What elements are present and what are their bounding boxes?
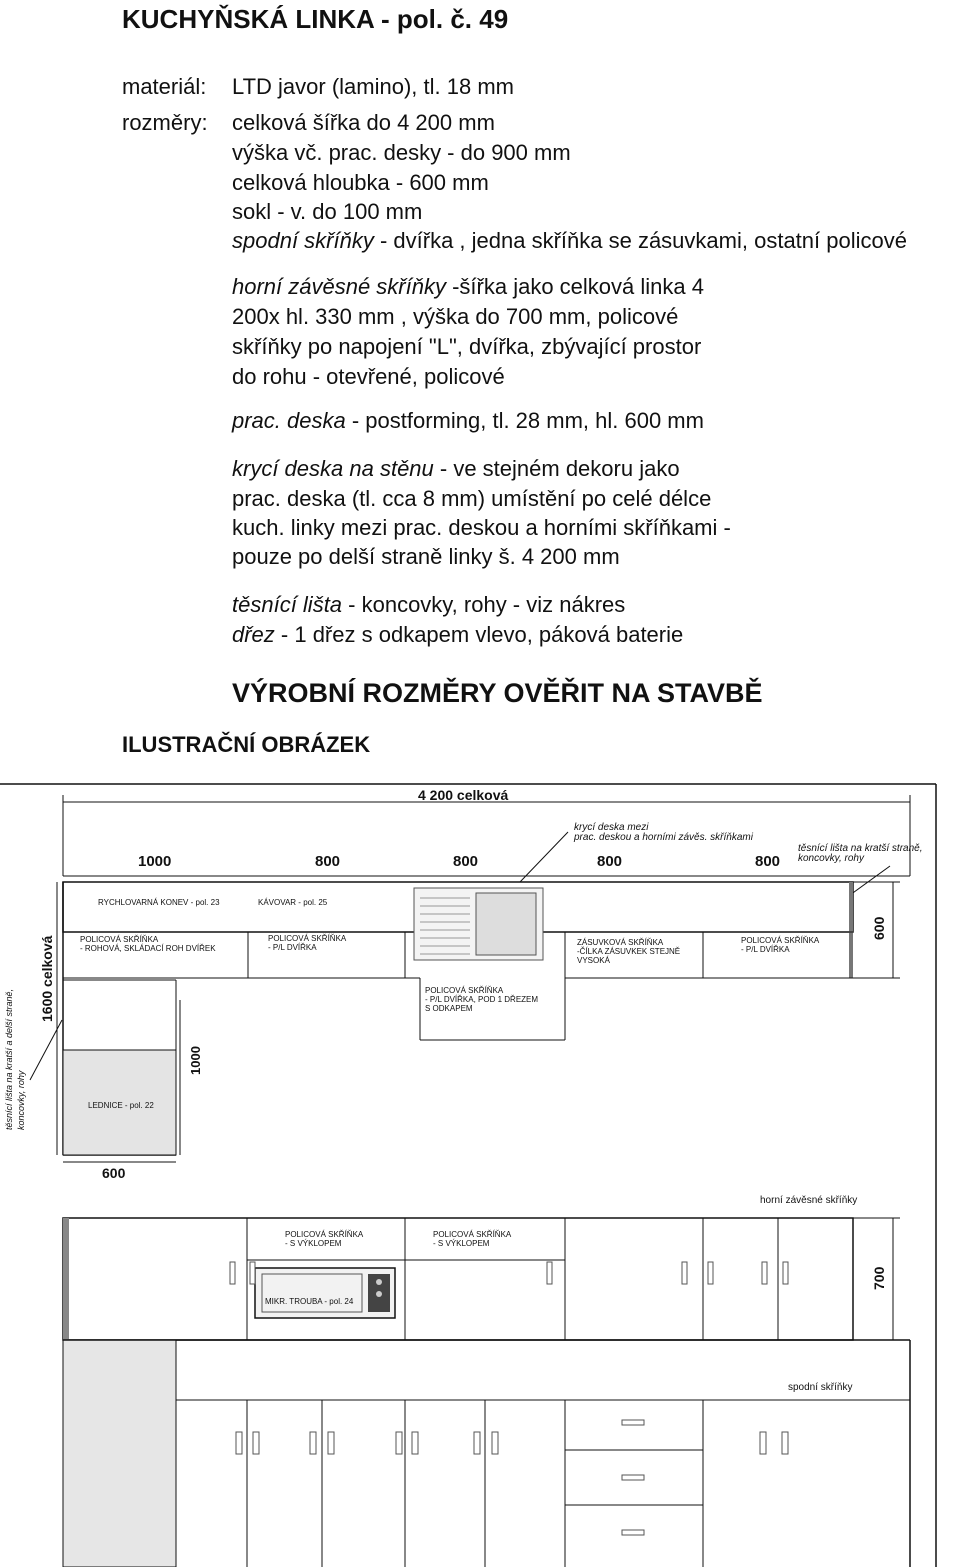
note-line: prac. deskou a horními závěs. skříňkami [574, 832, 753, 843]
left-total-label: 1600 celková [39, 935, 55, 1022]
lower-label: spodní skříňky [788, 1382, 853, 1393]
seal-note-left: koncovky, rohy [16, 1070, 26, 1130]
drawer-cab-label: ZÁSUVKOVÁ SKŘÍŇKA [577, 938, 664, 947]
worktop-text: - postforming, tl. 28 mm, hl. 600 mm [345, 408, 704, 433]
note-line: těsnící lišta na kratší straně, [798, 843, 923, 854]
depth-dimension-right [853, 882, 900, 978]
kettle-label: RYCHLOVARNÁ KONEV - pol. 23 [98, 898, 220, 907]
total-width-label: 4 200 celková [418, 787, 509, 803]
upper-cabinets-line: do rohu - otevřené, policové [232, 364, 505, 389]
backsplash-line: pouze po delší straně linky š. 4 200 mm [232, 544, 620, 569]
fridge-label: LEDNICE - pol. 22 [88, 1101, 154, 1110]
upper-label: horní závěsné skříňky [760, 1195, 858, 1206]
plan-cabinets [63, 888, 853, 1040]
backsplash-line: prac. deska (tl. cca 8 mm) umístění po celé délce [232, 486, 712, 511]
total-width-dimension [63, 787, 910, 876]
warning-heading: VÝROBNÍ ROZMĚRY OVĚŘIT NA STAVBĚ [232, 678, 763, 708]
sink-cab-label: - P/L DVÍŘKA, POD 1 DŘEZEM [425, 995, 539, 1004]
coffee-label: KÁVOVAR - pol. 25 [258, 898, 328, 907]
backsplash-term: krycí deska na stěnu [232, 456, 434, 481]
segment-dimension: 800 [755, 853, 781, 870]
dimension-line: celková hloubka - 600 mm [232, 170, 489, 195]
drawer-cab-label: VYSOKÁ [577, 956, 610, 965]
dimension-line: sokl - v. do 100 mm [232, 199, 423, 224]
page-title: KUCHYŇSKÁ LINKA - pol. č. 49 [122, 4, 509, 34]
cab5-label: - P/L DVÍŘKA [741, 945, 790, 954]
plan-left-leg [63, 882, 176, 1155]
sink-cab-label: S ODKAPEM [425, 1004, 473, 1013]
cab2-label: POLICOVÁ SKŘÍŇKA [268, 934, 347, 943]
corner-cab-label: - ROHOVÁ, SKLÁDACÍ ROH DVÍŘEK [80, 944, 216, 953]
upper-cabinets-line: 200x hl. 330 mm , výška do 700 mm, policové [232, 304, 679, 329]
tilt-cab-label: - S VÝKLOPEM [433, 1239, 490, 1248]
dimensions-label: rozměry: [122, 110, 208, 135]
corner-cab-label: POLICOVÁ SKŘÍŇKA [80, 935, 159, 944]
seal-note-right [798, 843, 923, 895]
depth-bottom-label: 600 [102, 1165, 126, 1181]
upper-cabinets-line: -šířka jako celková linka 4 [445, 274, 704, 299]
backsplash-note [520, 822, 754, 882]
segment-dimension: 800 [453, 853, 479, 870]
tilt-cab-label: POLICOVÁ SKŘÍŇKA [433, 1230, 512, 1239]
illustration-label: ILUSTRAČNÍ OBRÁZEK [122, 732, 371, 757]
note-line: krycí deska mezi [574, 822, 649, 833]
upper-cabinets-term: horní závěsné skříňky [232, 274, 446, 299]
material-label: materiál: [122, 74, 207, 99]
backsplash-line: kuch. linky mezi prac. deskou a horními skříňkami - [232, 515, 731, 540]
cab5-label: POLICOVÁ SKŘÍŇKA [741, 936, 820, 945]
elevation-lower [63, 1340, 910, 1567]
dimension-line: celková šířka do 4 200 mm [232, 110, 495, 135]
drawer-cab-label: -ČÍLKA ZÁSUVKEK STEJNĚ [577, 947, 681, 956]
sink-text: - 1 dřez s odkapem vlevo, páková baterie [274, 622, 684, 647]
dimension-line: výška vč. prac. desky - do 900 mm [232, 140, 571, 165]
segment-dimension: 800 [597, 853, 623, 870]
upper-cabinets-line: skříňky po napojení "L", dvířka, zbývající prostor [232, 334, 702, 359]
worktop-term: prac. deska [232, 408, 346, 433]
seal-note-left: těsnící lišta na kratší a delší straně, [4, 988, 14, 1130]
material-value: LTD javor (lamino), tl. 18 mm [232, 74, 514, 99]
depth-right-label: 600 [871, 916, 887, 940]
elevation-upper [63, 1195, 900, 1340]
segment-dimension: 1000 [138, 853, 172, 870]
microwave-label: MIKR. TROUBA - pol. 24 [265, 1297, 354, 1306]
sink-cab-label: POLICOVÁ SKŘÍŇKA [425, 986, 504, 995]
cab2-label: - P/L DVÍŘKA [268, 943, 317, 952]
segment-dimension: 800 [315, 853, 341, 870]
backsplash-line: - ve stejném dekoru jako [433, 456, 680, 481]
left-part-label: 1000 [188, 1046, 203, 1075]
seal-strip-term: těsnící lišta [232, 592, 343, 617]
lower-cabinets-term: spodní skříňky [232, 228, 374, 253]
sink-term: dřez [232, 622, 275, 647]
tilt-cab-label: - S VÝKLOPEM [285, 1239, 342, 1248]
tilt-cab-label: POLICOVÁ SKŘÍŇKA [285, 1230, 364, 1239]
seal-strip-text: - koncovky, rohy - viz nákres [342, 592, 626, 617]
note-line: koncovky, rohy [798, 853, 864, 864]
lower-cabinets-text: - dvířka , jedna skříňka se zásuvkami, ostatní policové [373, 228, 907, 253]
upper-height-label: 700 [871, 1266, 887, 1290]
